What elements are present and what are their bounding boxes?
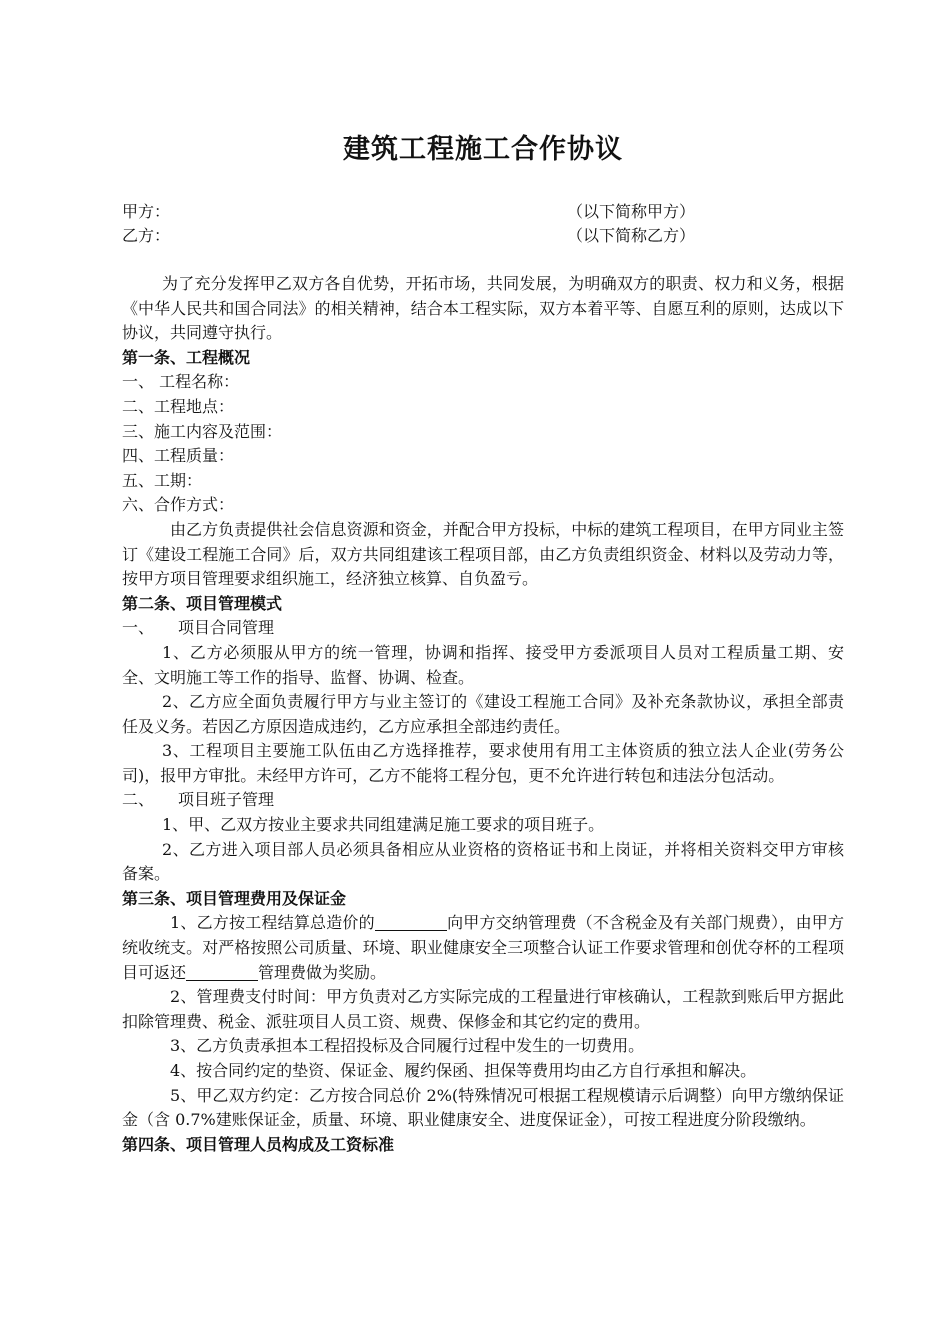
s2-paragraph-5: 2、乙方进入项目部人员必须具备相应从业资格的资格证书和上岗证，并将相关资料交甲方审核备案。 bbox=[122, 839, 844, 884]
s2-subheading-contract: 一、 项目合同管理 bbox=[122, 618, 275, 638]
document-title: 建筑工程施工合作协议 bbox=[343, 134, 623, 165]
s3-paragraph-5: 5、甲乙双方约定：乙方按合同总价 2%(特殊情况可根据工程规模请示后调整）向甲方缴纳保证金（含 0.7%建账保证金，质量、环境、职业健康安全、进度保证金），可按工程进度分阶段缴纳。 bbox=[122, 1085, 844, 1130]
s3-paragraph-2: 2、管理费支付时间：甲方负责对乙方实际完成的工程量进行审核确认，工程款到账后甲方据此扣除管理费、税金、派驻项目人员工资、规费、保修金和其它约定的费用。 bbox=[122, 987, 844, 1031]
s3-p1-part-c: 管理费做为奖励。 bbox=[258, 962, 387, 982]
section-3-heading: 第三条、项目管理费用及保证金 bbox=[122, 888, 347, 908]
party-b-line bbox=[122, 224, 844, 248]
section-1-heading: 第一条、工程概况 bbox=[122, 347, 251, 367]
document-body bbox=[122, 272, 844, 1157]
party-a-note: （以下简称甲方） bbox=[567, 202, 696, 221]
party-b-note: （以下简称乙方） bbox=[567, 226, 696, 245]
s1-item-scope: 三、施工内容及范围： bbox=[122, 421, 283, 441]
s3-p1-part-a: 1、乙方按工程结算总造价的 bbox=[170, 913, 375, 933]
party-a-label: 甲方： bbox=[122, 202, 171, 221]
party-b-label: 乙方： bbox=[122, 226, 171, 245]
s1-item-duration: 五、工期： bbox=[122, 470, 203, 490]
s3-paragraph-1 bbox=[122, 911, 844, 985]
s3-paragraph-4: 4、按合同约定的垫资、保证金、履约保函、担保等费用均由乙方自行承担和解决。 bbox=[170, 1061, 757, 1080]
s1-item-quality: 四、工程质量： bbox=[122, 446, 235, 466]
s1-item-cooperation: 六、合作方式： bbox=[122, 495, 235, 515]
refund-rate-blank bbox=[186, 964, 258, 981]
s2-paragraph-2: 2、乙方应全面负责履行甲方与业主签订的《建设工程施工合同》及补充条款协议，承担全部责任及义务。若因乙方原因造成违约，乙方应承担全部违约责任。 bbox=[122, 692, 844, 736]
s3-paragraph-3: 3、乙方负责承担本工程招投标及合同履行过程中发生的一切费用。 bbox=[170, 1036, 645, 1056]
fee-rate-blank bbox=[375, 914, 447, 931]
party-a-line bbox=[122, 200, 844, 224]
intro-paragraph: 为了充分发挥甲乙双方各自优势，开拓市场，共同发展，为明确双方的职责、权力和义务，根据《中华人民共和国合同法》的相关精神，结合本工程实际，双方本着平等、自愿互利的原则，达成以下协议，共同遵守执行。 bbox=[122, 274, 844, 343]
section-4-heading: 第四条、项目管理人员构成及工资标准 bbox=[122, 1134, 395, 1154]
s3-p1-part-b: 向甲方交纳管理费（不含税金及有关部门规费），由甲方统收统支。对严格按照公司质量、环境、职业健康安全三项整合认证工作要求管理和创优夺杯的工程项目可返还 bbox=[122, 913, 844, 982]
s2-paragraph-4: 1、甲、乙双方按业主要求共同组建满足施工要求的项目班子。 bbox=[162, 815, 605, 835]
s2-paragraph-3: 3、工程项目主要施工队伍由乙方选择推荐，要求使用有用工主体资质的独立法人企业(劳务公司)，报甲方审批。未经甲方许可，乙方不能将工程分包，更不允许进行转包和违法分包活动。 bbox=[122, 741, 844, 785]
s1-item-project-name: 一、 工程名称： bbox=[122, 372, 240, 392]
s2-paragraph-1: 1、乙方必须服从甲方的统一管理，协调和指挥、接受甲方委派项目人员对工程质量工期、安全、文明施工等工作的指导、监督、协调、检查。 bbox=[122, 642, 844, 687]
s1-cooperation-paragraph: 由乙方负责提供社会信息资源和资金，并配合甲方投标，中标的建筑工程项目，在甲方同业主签订《建设工程施工合同》后，双方共同组建该工程项目部，由乙方负责组织资金、材料以及劳动力等，按甲方项目管理要求组织施工，经济独立核算、自负盈亏。 bbox=[122, 519, 844, 589]
section-2-heading: 第二条、项目管理模式 bbox=[122, 593, 283, 613]
s2-subheading-team: 二、 项目班子管理 bbox=[122, 790, 275, 810]
s1-item-location: 二、工程地点： bbox=[122, 396, 235, 416]
